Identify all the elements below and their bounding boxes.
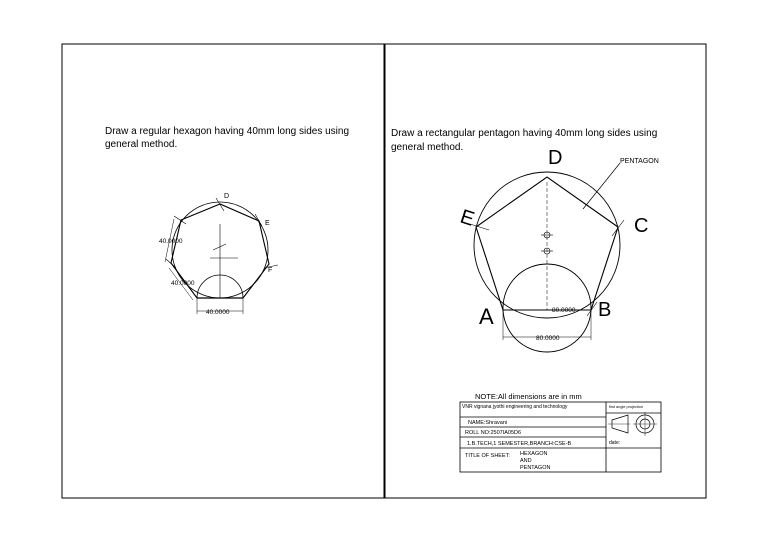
hexagon-dim-text-side2: 40.0000 bbox=[171, 280, 195, 287]
sheet-title-line2: AND bbox=[520, 458, 532, 464]
pentagon-callout-leader bbox=[583, 163, 620, 209]
sheet-title-label: TITLE OF SHEET: bbox=[465, 453, 510, 459]
sheet-borders bbox=[62, 44, 706, 498]
pentagon-dim-text-base: 80.0000 bbox=[536, 335, 560, 342]
roll-number: ROLL NO:2507IA05D6 bbox=[465, 430, 522, 436]
dimensions-note: NOTE:All dimensions are in mm bbox=[475, 392, 582, 401]
hexagon-instruction-line1: Draw a regular hexagon having 40mm long sides using bbox=[105, 126, 350, 137]
left-sheet-border bbox=[62, 44, 384, 498]
right-sheet-border bbox=[385, 44, 706, 498]
sheet-title-line1: HEXAGON bbox=[520, 451, 548, 457]
hexagon-vertex-d: D bbox=[224, 193, 230, 200]
pentagon-dim-text-half: 80.0000 bbox=[552, 307, 576, 314]
pentagon-panel bbox=[391, 128, 659, 352]
projection-label: first angle projection bbox=[609, 405, 643, 409]
pentagon-tick-c bbox=[612, 220, 624, 236]
institution-name: VNR vignana jyothi engineering and technology bbox=[462, 404, 568, 410]
pentagon-instruction-line2: general method. bbox=[391, 142, 464, 153]
date-label: date: bbox=[609, 440, 621, 446]
pentagon-tick-b bbox=[587, 302, 597, 316]
hexagon-vertex-e: E bbox=[265, 220, 270, 227]
hexagon-vertex-f: F bbox=[268, 267, 273, 274]
hexagon-construction bbox=[165, 198, 278, 314]
hexagon-dim-text-base: 40.0000 bbox=[206, 309, 230, 316]
hexagon-tick-d bbox=[216, 198, 224, 211]
pentagon-vertex-d: D bbox=[548, 147, 563, 169]
hexagon-tick-left-lower bbox=[166, 259, 176, 268]
title-block bbox=[460, 392, 661, 472]
hexagon-center-tick-d bbox=[213, 244, 226, 250]
pentagon-instruction-line1: Draw a rectangular pentagon having 40mm long sides using bbox=[391, 128, 658, 139]
pentagon-vertex-a: A bbox=[479, 304, 494, 329]
pentagon-callout-text: PENTAGON bbox=[620, 158, 659, 165]
hexagon-dim-text-side1: 40.0000 bbox=[159, 238, 183, 245]
pentagon-vertex-e: E bbox=[457, 205, 477, 231]
hexagon-instruction-line2: general method. bbox=[105, 139, 178, 150]
first-angle-projection-icon bbox=[608, 412, 657, 436]
sheet-title-line3: PENTAGON bbox=[520, 465, 551, 471]
pentagon-vertex-b: B bbox=[598, 299, 612, 321]
hexagon-panel bbox=[105, 126, 349, 316]
title-block-grid bbox=[460, 402, 661, 472]
pentagon-vertex-c: C bbox=[634, 215, 649, 237]
student-name: NAME:Shravani bbox=[468, 420, 508, 426]
course-details: 1.B.TECH,1 SEMESTER,BRANCH:CSE-B bbox=[467, 441, 572, 447]
